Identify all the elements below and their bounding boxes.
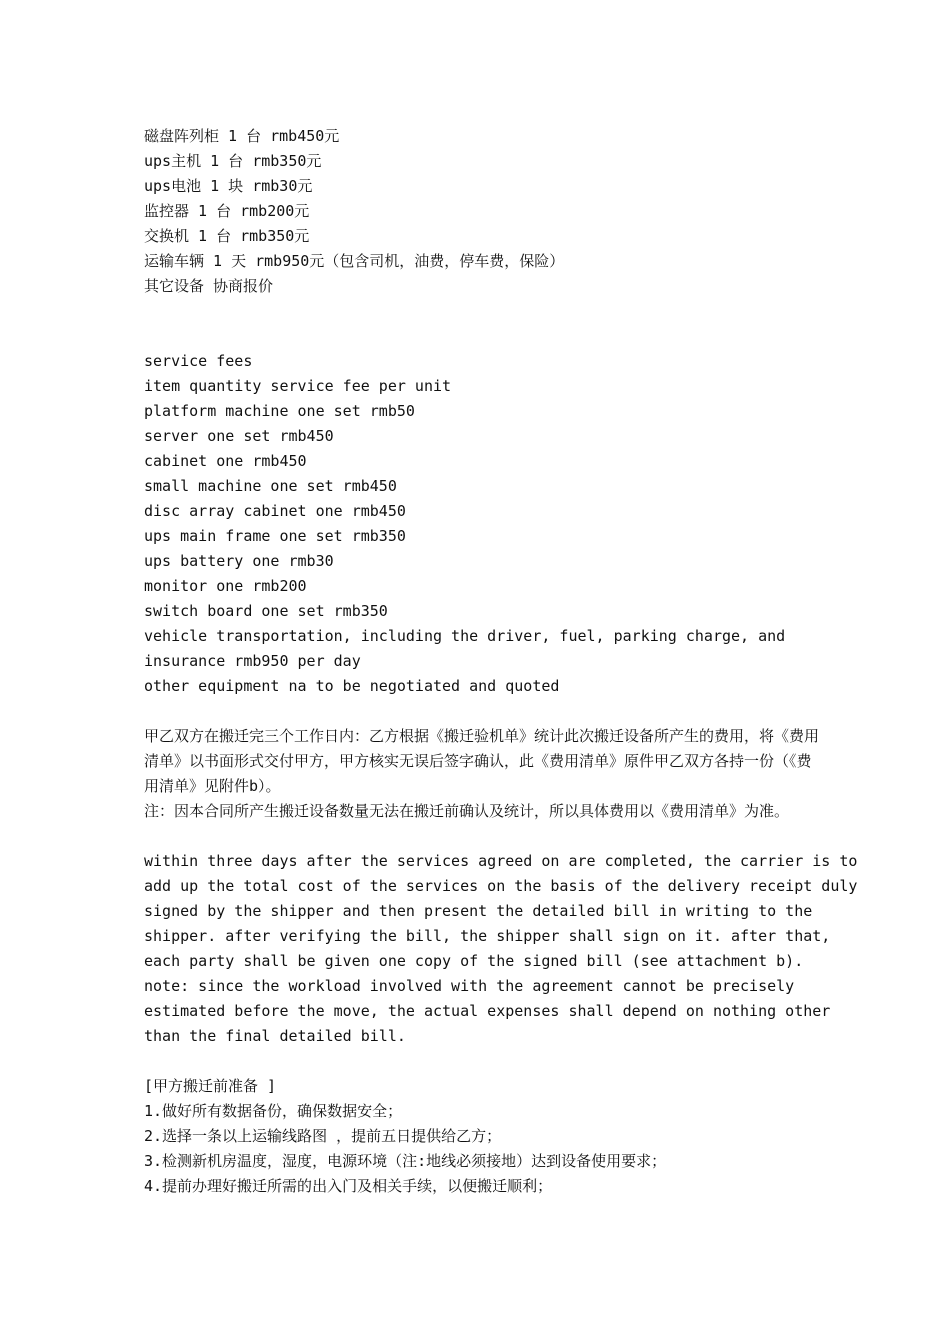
spacer [144, 699, 824, 724]
settlement-note: 注：因本合同所产生搬迁设备数量无法在搬迁前确认及统计，所以具体费用以《费用清单》为准。 [144, 802, 790, 820]
fee-column-header: item quantity service fee per unit [144, 377, 452, 395]
settlement-note-line: than the final detailed bill. [144, 1027, 406, 1045]
fee-line: disc array cabinet one rmb450 [144, 502, 406, 520]
list-item: 3.检测新机房温度，湿度，电源环境（注:地线必须接地）达到设备使用要求； [144, 1152, 667, 1170]
fee-line: cabinet one rmb450 [144, 452, 307, 470]
fee-list-chinese [144, 124, 824, 299]
fee-line: server one set rmb450 [144, 427, 334, 445]
list-item: 2.选择一条以上运输线路图 ，提前五日提供给乙方； [144, 1127, 502, 1145]
fee-line: 磁盘阵列柜 1 台 rmb450元 [144, 127, 340, 145]
settlement-english [144, 849, 858, 1049]
fee-line: insurance rmb950 per day [144, 652, 361, 670]
fee-line: switch board one set rmb350 [144, 602, 388, 620]
fee-line: ups电池 1 块 rmb30元 [144, 177, 313, 195]
fee-line: ups main frame one set rmb350 [144, 527, 406, 545]
document-page [144, 124, 858, 1199]
spacer [144, 824, 824, 849]
fee-line: 运输车辆 1 天 rmb950元（包含司机，油费，停车费，保险） [144, 252, 565, 270]
fee-line: ups主机 1 台 rmb350元 [144, 152, 322, 170]
list-item: 1.做好所有数据备份，确保数据安全； [144, 1102, 403, 1120]
settlement-line: add up the total cost of the services on the basis of the delivery receipt duly [144, 877, 858, 895]
settlement-line: shipper. after verifying the bill, the shipper shall sign on it. after that, [144, 927, 831, 945]
fee-heading: service fees [144, 352, 253, 370]
spacer [144, 299, 824, 349]
fee-line: platform machine one set rmb50 [144, 402, 415, 420]
fee-line: ups battery one rmb30 [144, 552, 334, 570]
settlement-line: within three days after the services agreed on are completed, the carrier is to [144, 852, 858, 870]
fee-line: 监控器 1 台 rmb200元 [144, 202, 310, 220]
section-heading: [甲方搬迁前准备 ] [144, 1077, 277, 1095]
settlement-paragraph: 甲乙双方在搬迁完三个工作日内：乙方根据《搬迁验机单》统计此次搬迁设备所产生的费用，将《费用清单》以书面形式交付甲方，甲方核实无误后签字确认，此《费用清单》原件甲乙双方各持一份（《费用清单》见附件b）。 [144, 727, 820, 795]
fee-line: 交换机 1 台 rmb350元 [144, 227, 310, 245]
fee-line: monitor one rmb200 [144, 577, 307, 595]
settlement-note-line: estimated before the move, the actual expenses shall depend on nothing other [144, 1002, 831, 1020]
list-item: 4.提前办理好搬迁所需的出入门及相关手续，以便搬迁顺利； [144, 1177, 553, 1195]
settlement-line: each party shall be given one copy of the signed bill (see attachment b). [144, 952, 804, 970]
spacer [144, 1049, 824, 1074]
fee-list-english [144, 349, 824, 699]
fee-line: other equipment na to be negotiated and quoted [144, 677, 560, 695]
fee-line: 其它设备 协商报价 [144, 277, 274, 295]
preparation-section [144, 1074, 824, 1199]
settlement-line: signed by the shipper and then present the detailed bill in writing to the [144, 902, 813, 920]
fee-line: small machine one set rmb450 [144, 477, 397, 495]
settlement-note-line: note: since the workload involved with the agreement cannot be precisely [144, 977, 795, 995]
settlement-chinese [144, 724, 824, 824]
fee-line: vehicle transportation, including the driver, fuel, parking charge, and [144, 627, 786, 645]
